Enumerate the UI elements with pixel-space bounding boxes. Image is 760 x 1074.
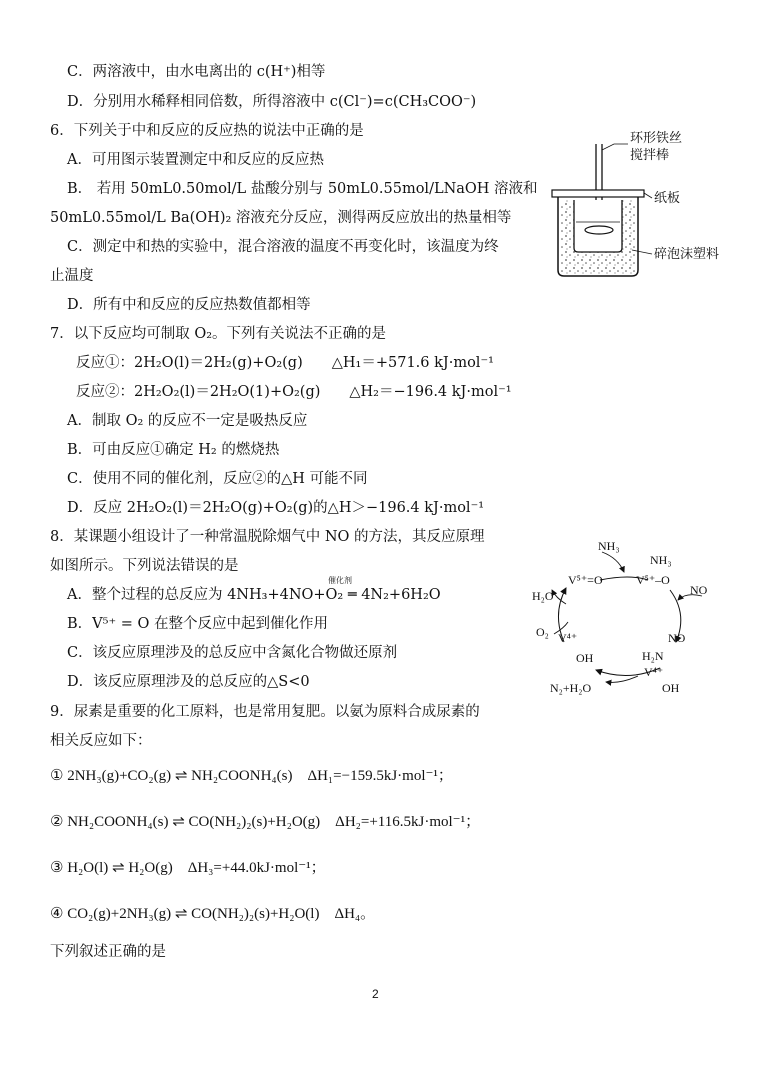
cardboard-lid [552,190,644,197]
question-9-stem-cont: 相关反应如下： [50,733,152,749]
question-6-stem: 6．下列关于中和反应的反应热的说法中正确的是 [50,123,364,139]
catalyst-label: 催化剂 [328,576,352,585]
q7-option-b: B．可由反应①确定 H₂ 的燃烧热 [67,442,280,458]
label-ring-wire: 环形铁丝 [630,130,683,145]
oh-right-label: OH [662,681,680,695]
oh-left-label: OH [576,651,594,665]
calorimeter-figure [540,130,740,290]
q7-option-d: D．反应 2H₂O₂(l)＝2H₂O(g)+O₂(g)的△H＞−196.4 kJ·mol⁻¹ [67,500,485,516]
page-number: 2 [372,987,379,1001]
question-9-stem: 9．尿素是重要的化工原料，也是常用复肥。以氨为原料合成尿素的 [50,704,480,720]
no-bound-label: NO [668,631,686,645]
q6-option-c: C．测定中和热的实验中，混合溶液的温度不再变化时，该温度为终 [67,239,499,255]
q9-equation-3: ③ H₂O(l) ⇌ H₂O(g) ΔH₃=+44.0kJ·mol⁻¹； [50,860,326,876]
q6-option-d: D．所有中和反应的反应热数值都相等 [67,297,311,313]
v5-o-right-label: V⁵⁺–O [636,573,670,587]
q7-option-c: C．使用不同的催化剂，反应②的△H 可能不同 [67,471,368,487]
q8-option-c: C．该反应原理涉及的总反应中含氮化合物做还原剂 [67,645,398,661]
v5-o-left-label: V⁵⁺=O [568,573,603,587]
q7-reaction-1: 反应①：2H₂O(l)＝2H₂(g)+O₂(g) △H₁＝+571.6 kJ·mol⁻¹ [76,355,494,371]
v4-left-label: V⁴⁺ [558,631,578,645]
q9-equation-2: ② NH₂COONH₄(s) ⇌ CO(NH₂)₂(s)+H₂O(g) ΔH₂=+116.5kJ·mol⁻¹； [50,814,481,830]
no-input-label: NO [690,583,708,597]
q6-option-a: A．可用图示装置测定中和反应的反应热 [67,152,324,168]
q9-prompt: 下列叙述正确的是 [50,944,166,960]
question-8-stem: 8．某课题小组设计了一种常温脱除烟气中 NO 的方法，其反应原理 [50,529,485,545]
nh3-bound-label: NH₃ [650,553,672,567]
question-8-stem-cont: 如图所示。下列说法错误的是 [50,558,239,574]
question-7-stem: 7．以下反应均可制取 O₂。下列有关说法不正确的是 [50,326,387,342]
q9-equation-1: ① 2NH₃(g)+CO₂(g) ⇌ NH₂COONH₄(s) ΔH₁=−159.5kJ·mol⁻¹； [50,768,453,784]
v4-right-label: V⁴⁺ [644,665,664,679]
h2n-label: H₂N [642,649,664,663]
products-label: N₂+H₂O [550,681,592,695]
label-cardboard: 纸板 [654,190,681,205]
q6-option-b: B． 若用 50mL0.50mol/L 盐酸分别与 50mL0.55mol/LNaOH 溶液和 [67,181,538,197]
nh3-input-label: NH₃ [598,539,620,553]
o2-label: O₂ [536,625,549,639]
q6-option-c-cont: 止温度 [50,268,94,284]
option-6prev-d: D．分别用水稀释相同倍数，所得溶液中 c(Cl⁻)=c(CH₃COO⁻) [67,94,477,110]
q7-reaction-2: 反应②：2H₂O₂(l)＝2H₂O(1)+O₂(g) △H₂＝−196.4 kJ·mol⁻¹ [76,384,512,400]
option-6prev-c: C．两溶液中，由水电离出的 c(H⁺)相等 [67,64,326,80]
q9-equation-4: ④ CO₂(g)+2NH₃(g) ⇌ CO(NH₂)₂(s)+H₂O(l) ΔH₄。 [50,906,376,922]
reaction-cycle-figure [520,530,740,700]
label-foam: 碎泡沫塑料 [654,246,720,261]
q8-option-b: B．V⁵⁺ = O 在整个反应中起到催化作用 [67,616,328,632]
q8-option-d: D．该反应原理涉及的总反应的△S<0 [67,674,310,690]
q6-option-b-cont: 50mL0.55mol/L Ba(OH)₂ 溶液充分反应，测得两反应放出的热量相等 [50,210,512,226]
q8-option-a: A．整个过程的总反应为 4NH₃+4NO+O₂ ═ 4N₂+6H₂O [67,587,441,603]
label-stirrer: 搅拌棒 [630,147,670,162]
q7-option-a: A．制取 O₂ 的反应不一定是吸热反应 [67,413,308,429]
h2o-label: H₂O [532,589,554,603]
